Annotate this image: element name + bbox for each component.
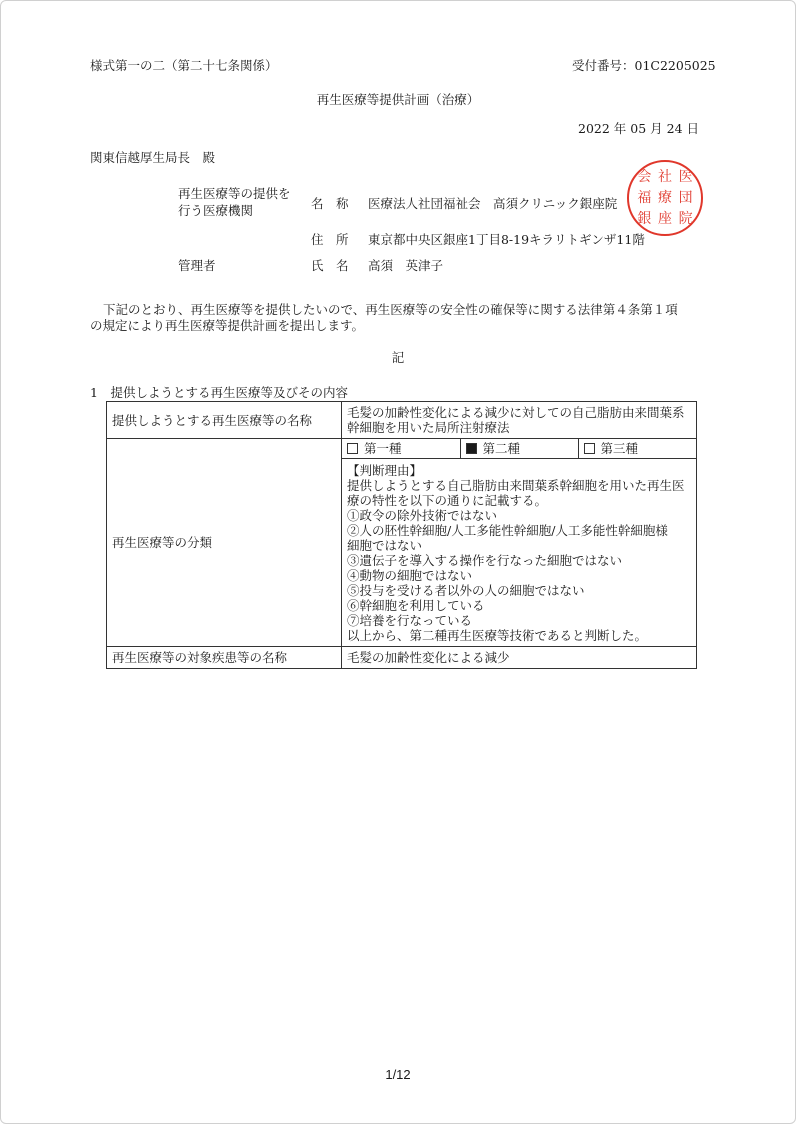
- provider-section-label: [178, 185, 291, 219]
- reason-line: ②人の胚性幹細胞/人工多能性幹細胞/人工多能性幹細胞様: [347, 523, 668, 538]
- seal-char: 銀: [637, 210, 652, 227]
- ki-heading: 記: [391, 350, 405, 365]
- classification-cell: [342, 439, 697, 647]
- document-date: 2022 年 05 月 24 日: [578, 121, 699, 136]
- reason-line: ③遺伝子を導入する操作を行なった細胞ではない: [347, 553, 623, 568]
- seal-char: 座: [657, 210, 672, 227]
- plan-table: [106, 401, 697, 669]
- table-row-name: [107, 402, 697, 439]
- option-label: 第三種: [600, 441, 639, 456]
- therapy-name-line2: 幹細胞を用いた局所注射療法: [347, 420, 510, 435]
- seal-char: 社: [657, 169, 672, 186]
- address-label: 住 所: [311, 232, 349, 247]
- option-label: 第一種: [364, 441, 402, 456]
- seal-char: 団: [678, 189, 693, 206]
- seal-stamp: [627, 160, 703, 236]
- option-label: 第二種: [482, 441, 521, 456]
- manager-name-label: 氏 名: [311, 258, 349, 273]
- document-title: 再生医療等提供計画（治療）: [316, 92, 480, 107]
- page-number: 1/12: [385, 1067, 411, 1082]
- addressee: 関東信越厚生局長 殿: [90, 150, 216, 165]
- form-label: 様式第一の二（第二十七条関係）: [90, 58, 278, 73]
- reason-line: 以上から、第二種再生医療等技術であると判断した。: [347, 628, 648, 643]
- seal-char: 福: [637, 189, 652, 206]
- reason-line: ①政令の除外技術ではない: [347, 508, 498, 523]
- seal-char: 会: [637, 169, 652, 186]
- section1-heading: 1 提供しようとする再生医療等及びその内容: [90, 385, 348, 400]
- disease-value: 毛髪の加齢性変化による減少: [342, 647, 697, 669]
- reason-line: 細胞ではない: [347, 538, 423, 553]
- table-row-classification: [107, 439, 697, 647]
- disease-label: 再生医療等の対象疾患等の名称: [107, 647, 342, 669]
- seal-char: 医: [678, 169, 693, 186]
- reason-line: ④動物の細胞ではない: [347, 568, 473, 583]
- therapy-name-value: [342, 402, 697, 439]
- intro-line-1: 下記のとおり、再生医療等を提供したいので、再生医療等の安全性の確保等に関する法律第４条第１項: [103, 302, 678, 317]
- provider-section-label-line1: 再生医療等の提供を: [178, 186, 291, 201]
- therapy-name-line1: 毛髪の加齢性変化による減少に対しての自己脂肪由来間葉系: [347, 405, 685, 420]
- reason-line: 提供しようとする自己脂肪由来間葉系幹細胞を用いた再生医: [347, 478, 685, 493]
- institution-name: 医療法人社団福祉会 高須クリニック銀座院: [368, 196, 618, 211]
- table-row-disease: [107, 647, 697, 669]
- seal-char: 療: [657, 189, 672, 206]
- provider-section-label-line2: 行う医療機関: [178, 203, 254, 218]
- name-label: 名 称: [311, 196, 349, 211]
- receipt-number: 受付番号：01C2205025: [572, 58, 716, 73]
- intro-line-2: の規定により再生医療等提供計画を提出します。: [90, 318, 365, 333]
- option-class-1: [342, 439, 460, 459]
- classification-label: 再生医療等の分類: [107, 439, 342, 647]
- option-class-2: [460, 439, 578, 459]
- checkbox-checked-icon: [466, 443, 477, 454]
- manager-name: 高須 英津子: [368, 258, 444, 273]
- seal-char: 院: [678, 210, 693, 227]
- option-class-3: [578, 439, 696, 459]
- classification-reason: [342, 459, 696, 647]
- reason-line: ⑥幹細胞を利用している: [347, 598, 485, 613]
- reason-line: ⑦培養を行なっている: [347, 613, 473, 628]
- classification-options: [342, 439, 696, 646]
- reason-line: ⑤投与を受ける者以外の人の細胞ではない: [347, 583, 585, 598]
- checkbox-unchecked-icon: [347, 443, 358, 454]
- institution-address: 東京都中央区銀座1丁目8-19キラリトギンザ11階: [368, 232, 645, 247]
- therapy-name-label: 提供しようとする再生医療等の名称: [107, 402, 342, 439]
- checkbox-unchecked-icon: [584, 443, 595, 454]
- manager-label: 管理者: [178, 258, 216, 273]
- seal-stamp-chars: [634, 167, 696, 229]
- reason-line: 【判断理由】: [347, 463, 423, 478]
- reason-line: 療の特性を以下の通りに記載する。: [347, 493, 548, 508]
